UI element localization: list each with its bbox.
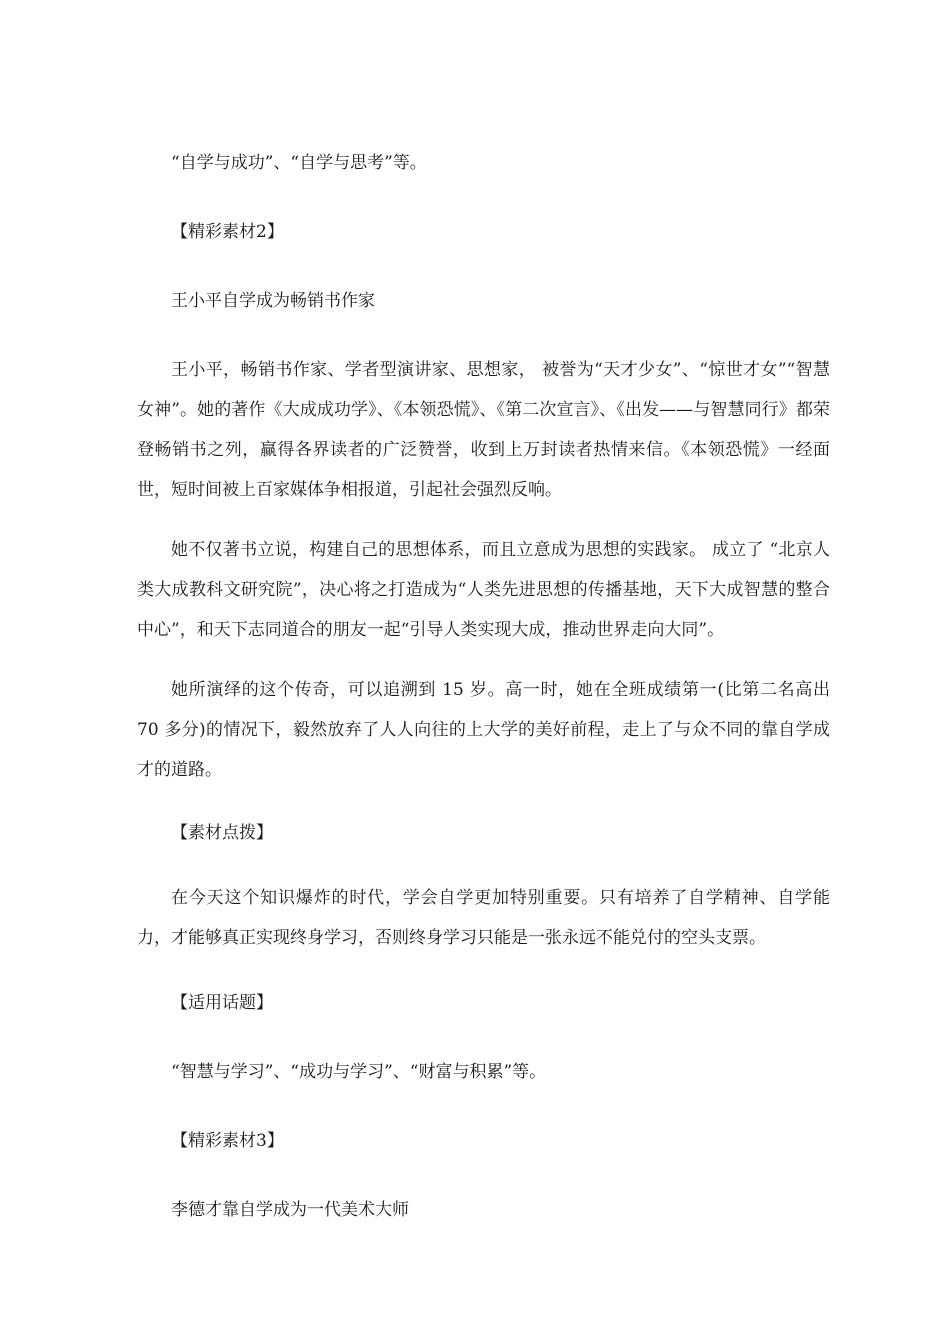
- section-heading-topics: 【适用话题】: [171, 993, 273, 1013]
- body-paragraph: 在今天这个知识爆炸的时代，学会自学更加特别重要。只有培养了自学精神、自学能力，才能够真正实现终身学习，否则终身学习只能是一张永远不能兑付的空头支票。: [137, 888, 830, 948]
- body-paragraph: 王小平，畅销书作家、学者型演讲家、思想家， 被誉为“天才少女”、“惊世才女”“智慧女神”。她的著作《大成成功学》、《本领恐慌》、《第二次宣言》、《出发——与智慧同行》都荣登畅销书之列，赢得各界读者的广泛赞誉，收到上万封读者热情来信。《本领恐慌》一经面世，短时间被上百家媒体争相报道，引起社会强烈反响。: [137, 360, 830, 500]
- document-page: [137, 150, 830, 1223]
- section-heading-material-2: 【精彩素材2】: [171, 222, 284, 242]
- applicable-topics-text: “自学与成功”、“自学与思考”等。: [171, 153, 427, 173]
- body-paragraph: 她不仅著书立说，构建自己的思想体系，而且立意成为思想的实践家。 成立了 “北京人类大成教科文研究院”，决心将之打造成为“人类先进思想的传播基地，天下大成智慧的整合中心”，和天下志同道合的朋友一起“引导人类实现大成，推动世界走向大同”。: [137, 540, 830, 640]
- story-title: 王小平自学成为畅销书作家: [171, 291, 375, 311]
- section-heading-material-3: 【精彩素材3】: [171, 1131, 284, 1151]
- body-paragraph: 她所演绎的这个传奇，可以追溯到 15 岁。高一时，她在全班成绩第一(比第二名高出 70 多分)的情况下，毅然放弃了人人向往的上大学的美好前程，走上了与众不同的靠自学成才的道路。: [137, 680, 830, 780]
- section-heading-comment: 【素材点拨】: [171, 823, 273, 843]
- story-title: 李德才靠自学成为一代美术大师: [171, 1200, 409, 1220]
- applicable-topics-text: “智慧与学习”、“成功与学习”、“财富与积累”等。: [171, 1062, 547, 1082]
